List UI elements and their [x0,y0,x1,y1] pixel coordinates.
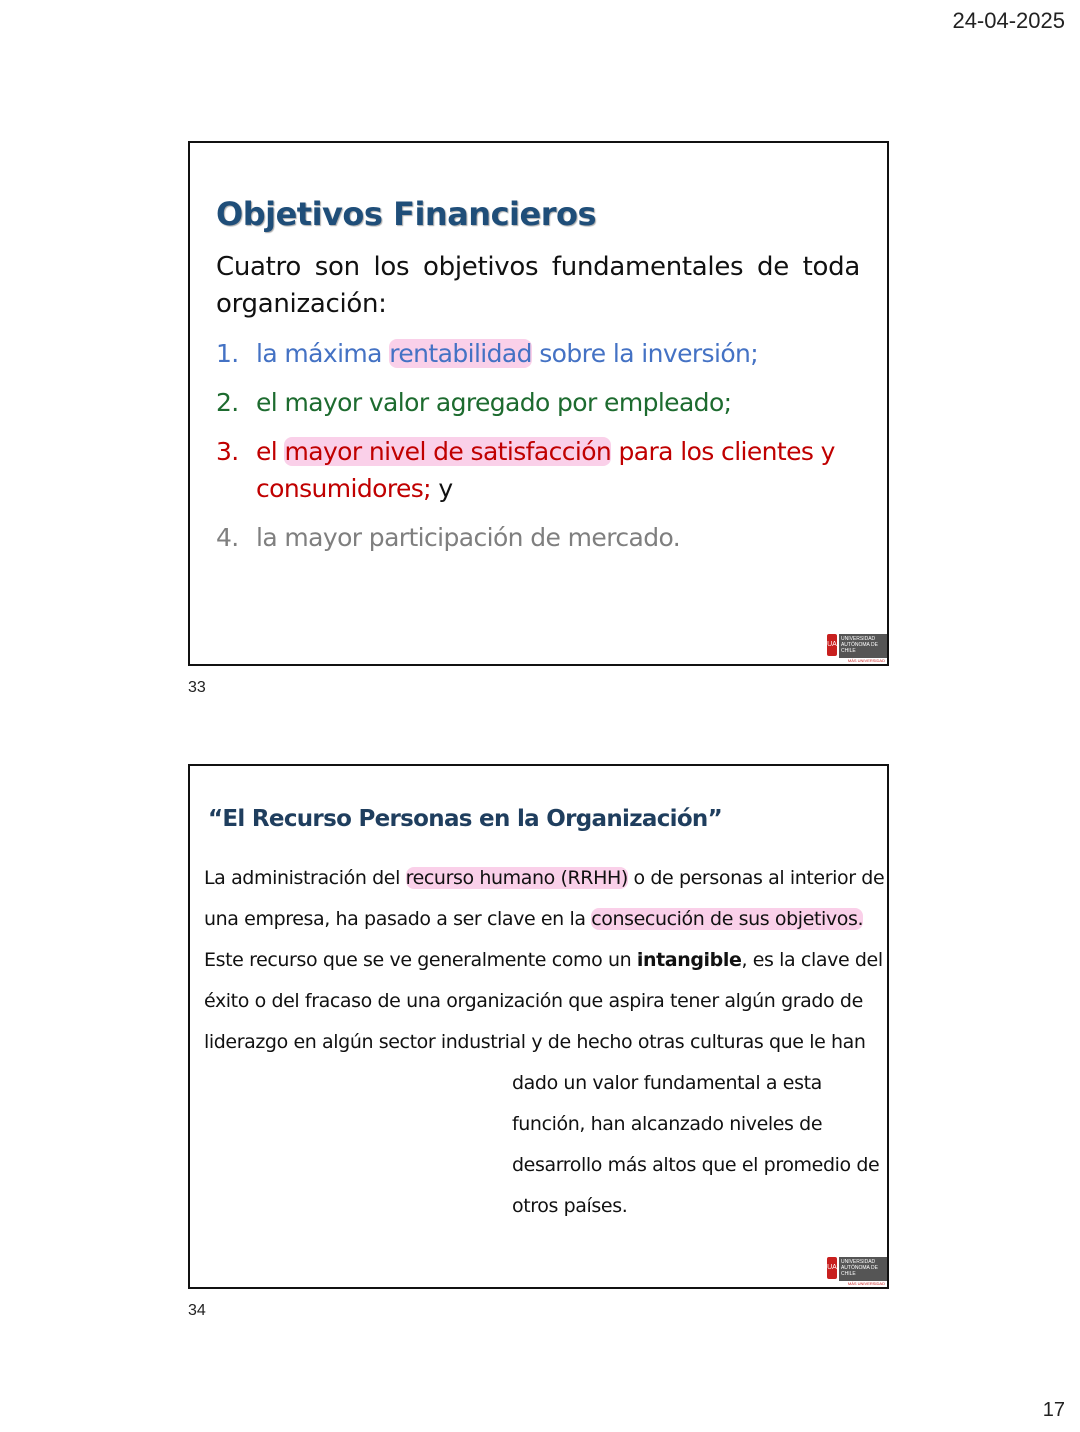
item-number: 3. [216,437,239,466]
item-text: para los clientes y [611,437,835,466]
highlight: rentabilidad [389,339,532,368]
date: 24-04-2025 [952,8,1065,33]
page-number: 17 [1042,1399,1065,1421]
list-item [216,335,876,372]
item-number: 4. [216,523,239,552]
list-item [216,384,876,421]
logo-tagline: MÁS UNIVERSIDAD [847,658,885,663]
text: Este recurso que se ve generalmente como un [204,949,637,971]
text: función, han alcanzado niveles de [512,1113,823,1135]
item-text: y [430,474,453,503]
logo-text: UNIVERSIDAD AUTÓNOMA DE CHILE [839,634,887,658]
item-text: consumidores; [256,474,431,503]
item-text: la máxima [256,339,390,368]
logo-shield-icon: UA [827,634,837,656]
slide-intro: Cuatro son los objetivos fundamentales de toda organización: [216,252,860,319]
university-logo [825,1253,887,1287]
text: La administración del [204,867,406,889]
slide-title: Objetivos Financieros [216,195,597,233]
university-logo [825,630,887,664]
item-text: sobre la inversión; [531,339,759,368]
slide-title: “El Recurso Personas en la Organización” [208,806,723,832]
item-text: la mayor participación de mercado. [256,523,681,552]
highlight: consecución de sus objetivos. [591,908,864,930]
text: dado un valor fundamental a esta [512,1072,822,1094]
text: otros países. [512,1195,628,1217]
logo-text: UNIVERSIDAD AUTÓNOMA DE CHILE [839,1257,887,1281]
item-number: 2. [216,388,239,417]
slide-33 [188,141,889,666]
text: desarrollo más altos que el promedio de [512,1154,880,1176]
bold-text: intangible [636,949,742,971]
highlight: recurso humano (RRHH) [405,867,628,889]
logo-tagline: MÁS UNIVERSIDAD [847,1281,885,1286]
slide-paragraph [204,858,894,1227]
slide-number: 34 [188,1302,206,1319]
item-number: 1. [216,339,239,368]
item-text: el [256,437,285,466]
item-text: el mayor valor agregado por empleado; [256,388,732,417]
list-item [216,519,876,556]
logo-shield-icon: UA [827,1257,837,1279]
slide-34 [188,764,889,1289]
highlight: mayor nivel de satisfacción [284,437,612,466]
text: o de personas al interior de una empresa, ha pasado a ser clave en la [204,867,885,930]
slide-number: 33 [188,679,206,696]
text: , es la clave del éxito o del fracaso de una organización que aspira tener algún grado de liderazgo en algún sector industrial y de hecho otras culturas que le han [204,949,883,1053]
list-item [216,433,876,507]
